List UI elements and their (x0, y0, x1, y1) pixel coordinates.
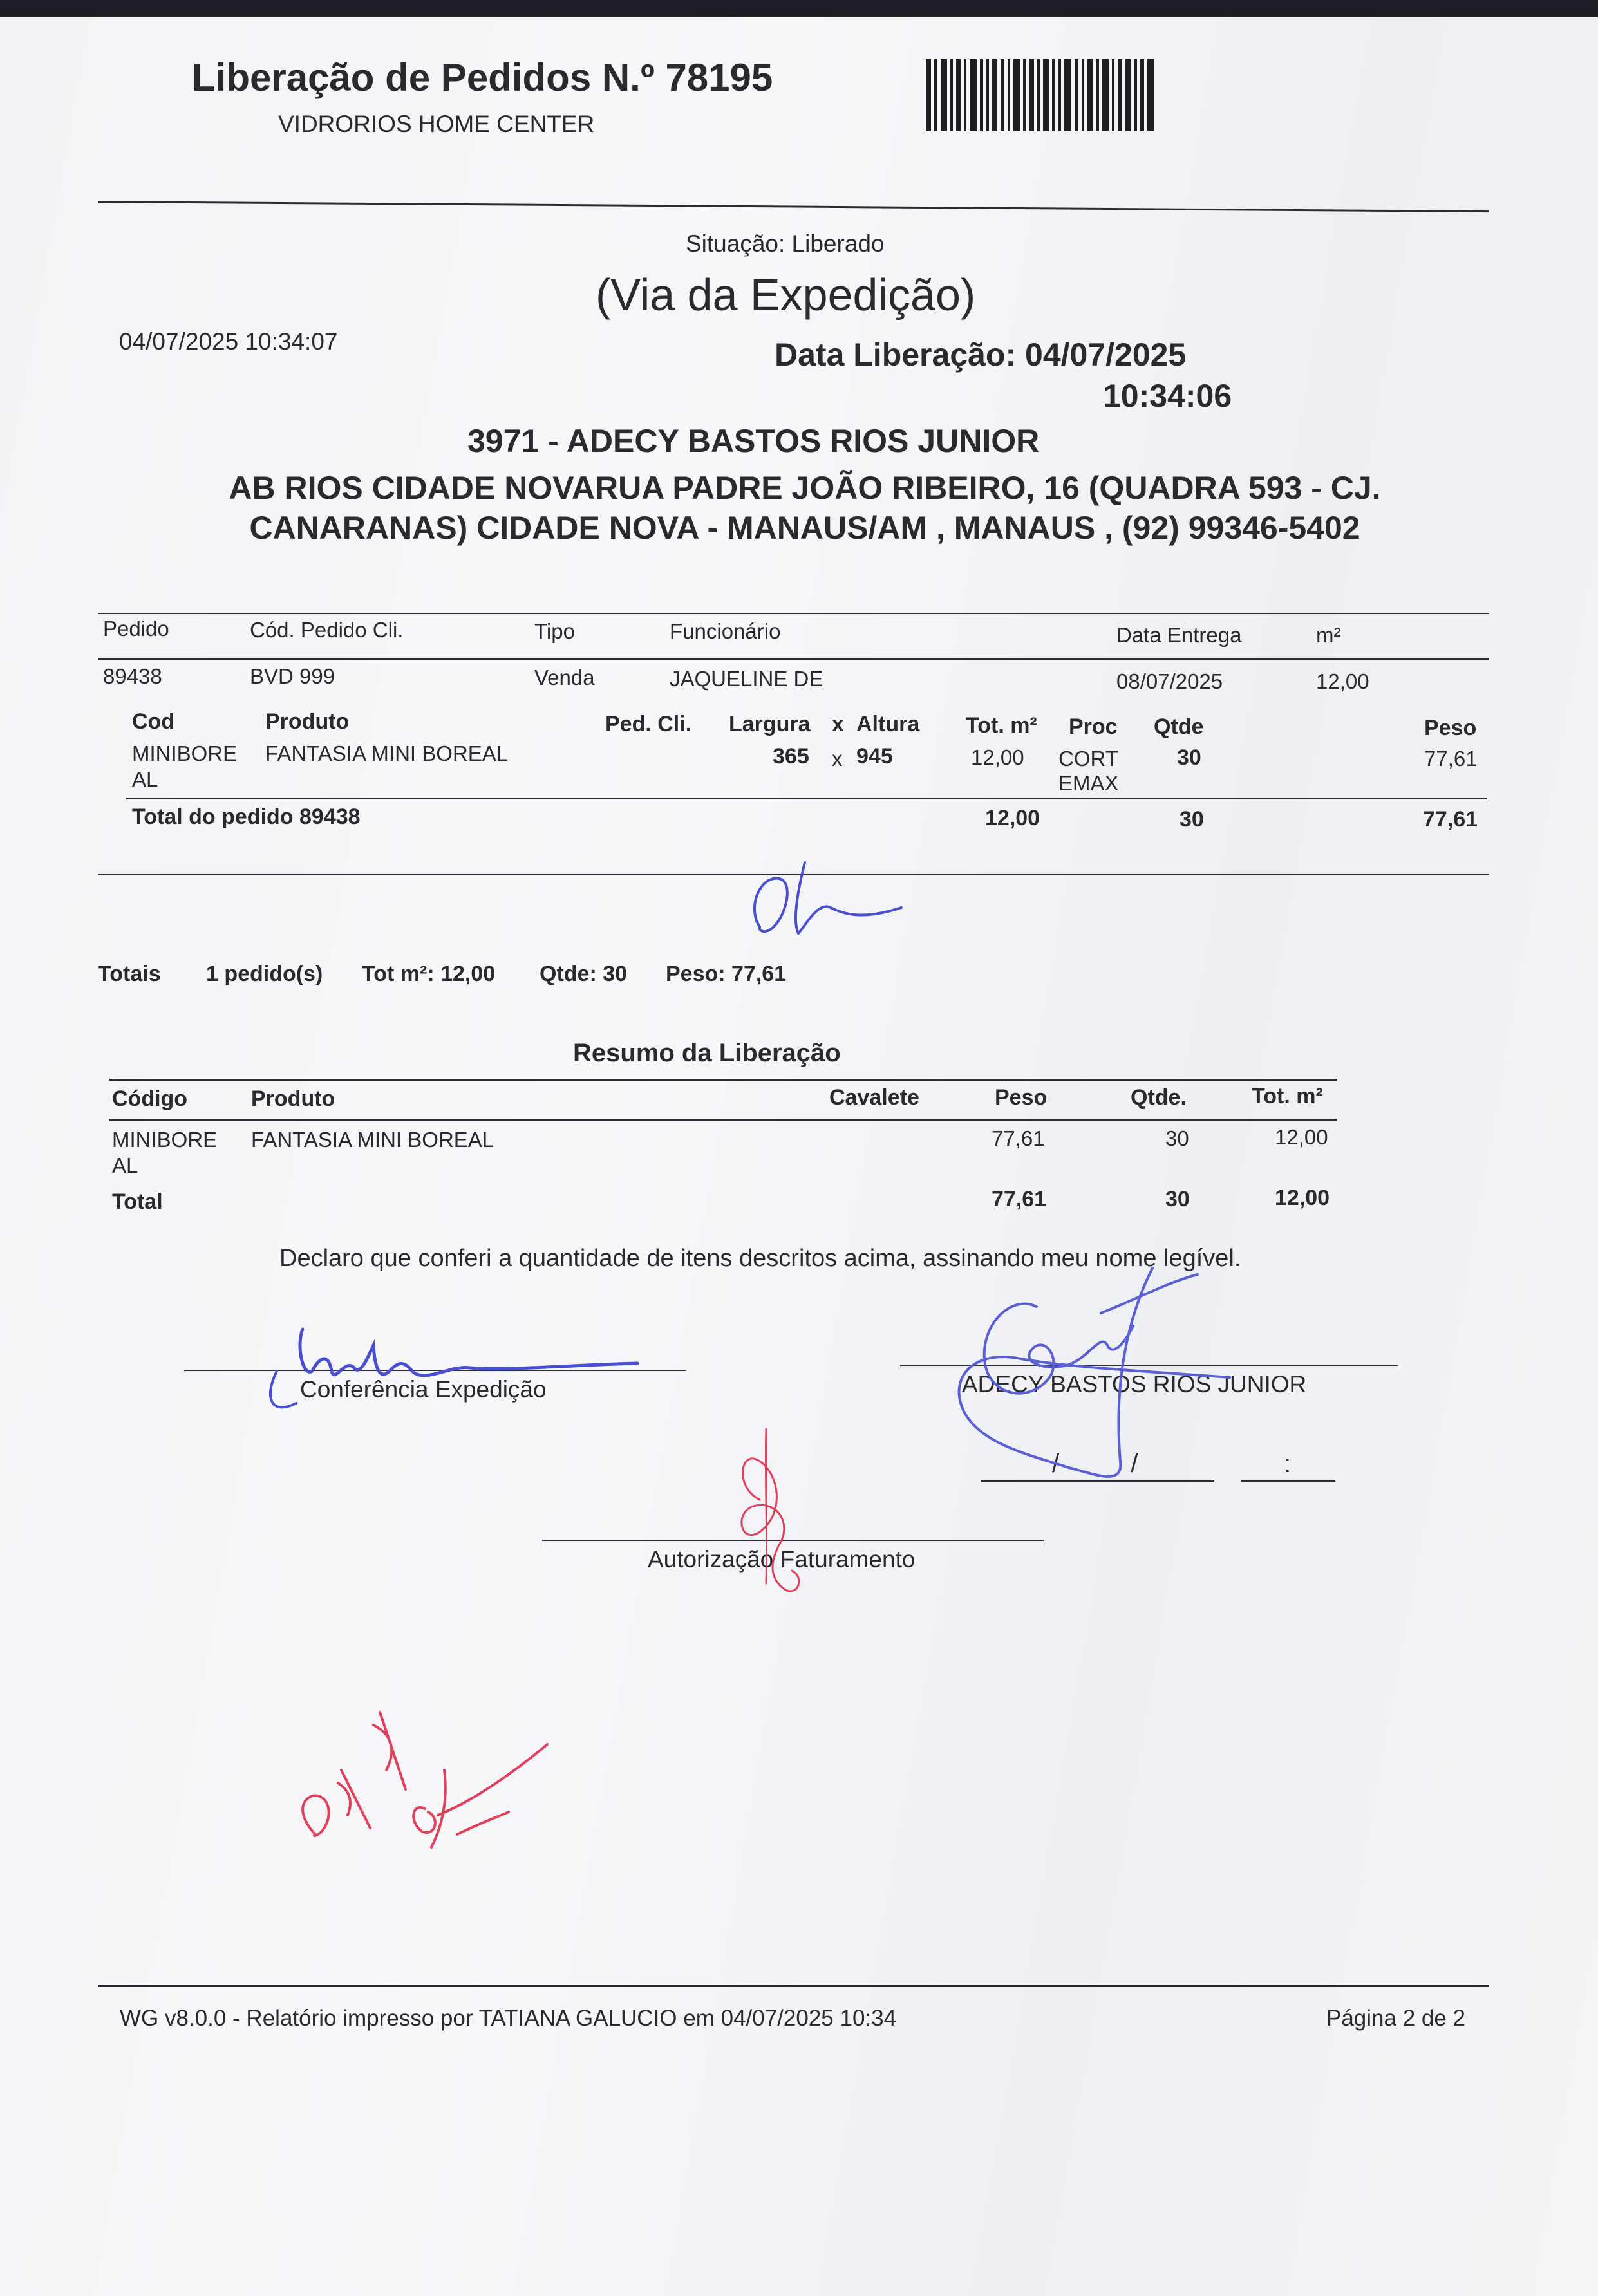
resumo-header-rule (109, 1119, 1337, 1121)
items-col-ped-cli: Ped. Cli. (605, 712, 692, 736)
items-col-qtde: Qtde (1154, 714, 1204, 739)
item-qtde: 30 (1177, 745, 1201, 770)
signature-label-conferencia: Conferência Expedição (300, 1376, 547, 1403)
items-col-proc: Proc (1069, 714, 1118, 739)
item-tot-m2: 12,00 (971, 745, 1024, 769)
item-x: x (832, 747, 843, 770)
resumo-qtde: 30 (1165, 1126, 1189, 1150)
items-col-largura: Largura (729, 712, 811, 736)
signature-autorizacao-ink (721, 1423, 818, 1603)
items-total-rule (126, 798, 1487, 799)
resumo-title: Resumo da Liberação (573, 1039, 841, 1067)
signature-label-autorizacao: Autorização Faturamento (648, 1546, 916, 1573)
items-total-qtde: 30 (1180, 807, 1204, 832)
copy-type: (Via da Expedição) (596, 270, 976, 320)
order-m2: 12,00 (1316, 669, 1369, 693)
item-cod-line1: MINIBORE (132, 742, 238, 765)
items-total-m2: 12,00 (985, 806, 1040, 830)
barcode (926, 59, 1170, 131)
totais-pedidos: 1 pedido(s) (206, 962, 323, 986)
handwritten-check-mark (734, 850, 927, 953)
resumo-codigo-line2: AL (112, 1153, 138, 1177)
resumo-col-tot-m2: Tot. m² (1252, 1084, 1323, 1108)
document-title: Liberação de Pedidos N.º 78195 (192, 56, 773, 99)
printed-datetime: 04/07/2025 10:34:07 (119, 328, 338, 355)
release-date: Data Liberação: 04/07/2025 (775, 337, 1187, 373)
resumo-codigo-line1: MINIBORE (112, 1128, 218, 1152)
order-funcionario: JAQUELINE DE (670, 667, 823, 691)
resumo-total-qtde: 30 (1165, 1187, 1190, 1211)
items-col-tot-m2: Tot. m² (966, 713, 1037, 738)
time-blank-colon: : (1284, 1450, 1292, 1478)
handwritten-date-note (277, 1686, 560, 1867)
resumo-col-produto: Produto (251, 1087, 335, 1111)
items-col-x: x (832, 712, 844, 736)
col-data-entrega: Data Entrega (1116, 623, 1242, 647)
signature-conferencia-ink (258, 1307, 657, 1423)
items-total-label: Total do pedido 89438 (132, 805, 361, 829)
item-proc-line1: CORT (1058, 747, 1118, 770)
company-name: VIDRORIOS HOME CENTER (278, 111, 595, 137)
resumo-peso: 77,61 (992, 1126, 1045, 1150)
order-cod-pedido-cli: BVD 999 (250, 664, 335, 688)
totais-m2: Tot m²: 12,00 (362, 962, 496, 986)
declaration-text: Declaro que conferi a quantidade de itens descritos acima, assinando meu nome legível. (279, 1245, 1241, 1272)
order-pedido: 89438 (103, 664, 162, 688)
release-time: 10:34:06 (1103, 378, 1232, 414)
item-proc-line2: EMAX (1058, 771, 1119, 795)
client-address-line2: CANARANAS) CIDADE NOVA - MANAUS/AM , MANAUS , (92) 99346-5402 (249, 510, 1360, 546)
totais-qtde: Qtde: 30 (540, 962, 628, 986)
col-m2: m² (1316, 623, 1341, 647)
resumo-produto: FANTASIA MINI BOREAL (251, 1128, 494, 1152)
item-peso: 77,61 (1424, 747, 1478, 770)
items-col-produto: Produto (265, 709, 350, 734)
signature-label-cliente: ADECY BASTOS RIOS JUNIOR (962, 1371, 1307, 1397)
item-altura: 945 (856, 744, 893, 769)
order-tipo: Venda (534, 666, 595, 689)
item-produto: FANTASIA MINI BOREAL (265, 742, 509, 765)
item-largura: 365 (773, 744, 809, 769)
items-total-peso: 77,61 (1423, 807, 1478, 832)
resumo-col-codigo: Código (112, 1087, 188, 1111)
totais-label: Totais (98, 962, 161, 986)
resumo-total-label: Total (112, 1190, 163, 1214)
resumo-total-m2: 12,00 (1275, 1186, 1330, 1210)
footer-rule (98, 1985, 1489, 1987)
client-address-line1: AB RIOS CIDADE NOVARUA PADRE JOÃO RIBEIRO, 16 (QUADRA 593 - CJ. (229, 470, 1381, 506)
items-col-altura: Altura (856, 712, 920, 736)
resumo-total-peso: 77,61 (992, 1187, 1047, 1211)
order-table-header-rule (98, 658, 1489, 660)
resumo-top-rule (109, 1079, 1337, 1081)
status-label: Situação: Liberado (686, 230, 885, 257)
col-pedido: Pedido (103, 617, 169, 640)
totais-peso: Peso: 77,61 (666, 962, 787, 986)
order-data-entrega: 08/07/2025 (1116, 669, 1223, 693)
col-funcionario: Funcionário (670, 619, 781, 643)
items-col-peso: Peso (1424, 716, 1477, 740)
resumo-col-qtde: Qtde. (1131, 1085, 1187, 1110)
items-col-cod: Cod (132, 709, 175, 734)
footer-printed-by: WG v8.0.0 - Relatório impresso por TATIANA GALUCIO em 04/07/2025 10:34 (120, 2006, 897, 2031)
date-blank-slashes: / / (1052, 1450, 1138, 1478)
col-cod-pedido-cli: Cód. Pedido Cli. (250, 618, 404, 642)
col-tipo: Tipo (534, 619, 575, 643)
resumo-tot-m2: 12,00 (1275, 1125, 1328, 1149)
scan-edge (0, 0, 1598, 17)
item-cod-line2: AL (132, 767, 158, 791)
resumo-col-peso: Peso (995, 1085, 1048, 1110)
signature-cliente-ink (940, 1255, 1301, 1500)
order-table-top-rule (98, 613, 1489, 614)
resumo-col-cavalete: Cavalete (829, 1085, 919, 1110)
client-name: 3971 - ADECY BASTOS RIOS JUNIOR (467, 423, 1040, 459)
footer-page-number: Página 2 de 2 (1326, 2006, 1466, 2031)
